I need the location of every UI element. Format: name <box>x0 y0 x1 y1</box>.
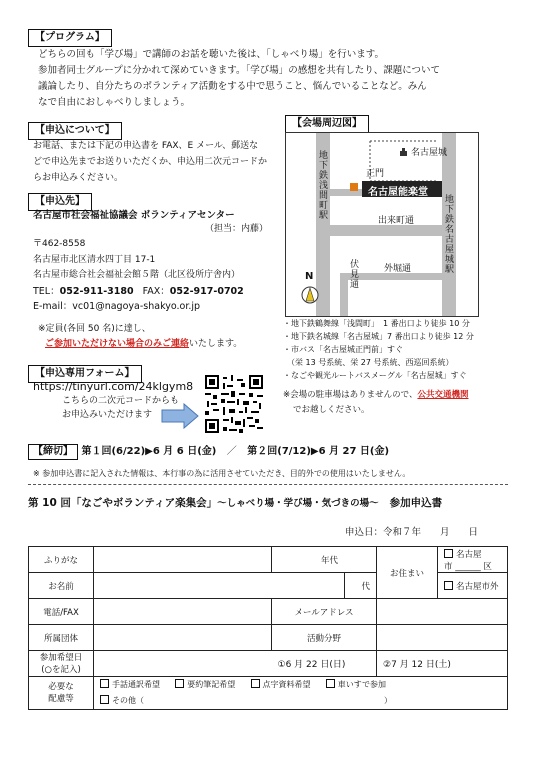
need-other[interactable] <box>100 696 144 705</box>
need-2-label: 要約筆記希望 <box>187 680 236 689</box>
pref-mark-1[interactable] <box>94 651 272 677</box>
contact-address-2: 名古屋市総合社会福祉会館５階（北区役所庁舎内） <box>33 270 241 280</box>
map-street-2: 外堀通 <box>384 264 412 274</box>
form-date: 申込日：令和７年 月 日 <box>345 527 479 538</box>
capacity-red: ご参加いただけない場合のみご連絡 <box>45 339 190 349</box>
form-heading <box>28 496 442 512</box>
res-opt2: 名古屋市外 <box>456 581 499 592</box>
arrow-right-icon <box>160 402 200 430</box>
map-left-station: 地下鉄浅間町駅 <box>319 151 329 221</box>
map-right-station: 地下鉄名古屋城駅 <box>445 195 455 275</box>
qr-code-icon[interactable] <box>205 375 263 433</box>
needs-label-1: 必要な <box>48 682 74 692</box>
pref-option-2[interactable] <box>377 651 508 677</box>
pref-option-1: ①6 月 22 日(日) <box>272 651 377 677</box>
form-heading-main: 第 10 回「なごやボランティア楽集会」 <box>28 497 218 509</box>
parking-note-2: でお越しください。 <box>293 405 370 415</box>
capacity-note: ※定員(各回 50 名)に達し、 <box>38 324 151 334</box>
needs-label-2: 配慮等 <box>48 694 74 704</box>
apply-line-3: らお申込みください。 <box>33 173 124 183</box>
pref-label-2: (○を記入) <box>41 664 81 675</box>
phone-field[interactable] <box>94 599 272 625</box>
checkbox-icon[interactable] <box>100 679 109 688</box>
needs-label <box>29 677 94 710</box>
program-line-3: 議論したり、自分たちのボランティア活動をする中で思うこと、悩んでいることなど。みん <box>38 81 427 92</box>
need-3[interactable] <box>251 680 311 689</box>
name-field[interactable] <box>94 573 345 599</box>
need-1[interactable] <box>100 680 160 689</box>
field-field[interactable] <box>377 625 508 651</box>
tel-number: 052-911-3180 <box>59 286 134 297</box>
fax-number: 052-917-0702 <box>169 286 244 297</box>
checkbox-icon[interactable] <box>251 679 260 688</box>
deadline-2: 第２回(7/12)▶6 月 27 日(金) <box>247 446 390 457</box>
cut-line <box>28 484 508 485</box>
access-line-2: ・地下鉄名城線「名古屋城」7 番出口より徒歩 12 分 <box>283 332 474 341</box>
need-1-label: 手話通訳希望 <box>112 680 160 689</box>
access-line-5: ・なごや観光ルートバスメーグル「名古屋城」すぐ <box>283 371 467 380</box>
org-field[interactable] <box>94 625 272 651</box>
res-opt1: 名古屋市 <box>444 549 482 572</box>
program-line-1: どちらの回も「学び場」で講師のお話を聴いた後は、「しゃべり場」を行います。 <box>38 49 384 60</box>
online-form-url[interactable]: https://tinyurl.com/24klgym8 <box>33 380 194 393</box>
apply-line-1: お電話、または下記の申込書を FAX、E メール、郵送な <box>33 141 259 151</box>
form-subheading: ～しゃべり場・学び場・気づきの場～ <box>217 498 379 509</box>
contact-email[interactable]: E-mail：vc01@nagoya-shakyo.or.jp <box>33 301 201 312</box>
residence-label: お住まい <box>377 547 438 599</box>
deadline <box>28 444 389 460</box>
phone-label: 電話/FAX <box>29 599 94 625</box>
access-line-4: （栄 13 号系統、栄 27 号系統、西巡回系統） <box>283 358 454 367</box>
res-opt1-suffix: 区 <box>483 561 492 572</box>
email-label: メールアドレス <box>272 599 377 625</box>
contact-tel-fax <box>33 284 244 300</box>
fax-label: FAX： <box>142 286 170 297</box>
area-map <box>285 132 479 317</box>
capacity-note-2 <box>45 337 242 353</box>
online-form-note-1: こちらの二次元コードからも <box>62 396 180 406</box>
deadline-divider: ／ <box>226 446 237 457</box>
needs-options <box>94 677 508 710</box>
contact-zip: 〒462-8558 <box>33 239 86 249</box>
age-label: 年代 <box>272 547 345 573</box>
age-suffix: 代 <box>344 573 377 599</box>
apply-line-2: どで申込先までお送りいただくか、申込用二次元コードか <box>33 157 268 167</box>
map-street-1: 出来町通 <box>378 216 415 226</box>
need-4-label: 車いすで参加 <box>337 680 387 689</box>
map-street-3: 伏見通 <box>350 260 360 290</box>
checkbox-icon[interactable] <box>444 549 453 558</box>
map-gate-label: 正門 <box>366 169 385 179</box>
contact-person: （担当：内藤） <box>205 224 269 234</box>
online-form-title: 【申込専用フォーム】 <box>28 365 142 383</box>
need-2[interactable] <box>175 680 235 689</box>
field-label: 活動分野 <box>272 625 377 651</box>
map-castle-label: 名古屋城 <box>411 148 448 158</box>
name-label: お名前 <box>29 573 94 599</box>
need-other-end: ） <box>384 696 392 705</box>
privacy-note: ※ 参加申込書に記入された情報は、本行事の為に活用させていただき、目的外での使用はいたしません。 <box>33 469 411 478</box>
checkbox-icon[interactable] <box>444 581 453 590</box>
access-line-1: ・地下鉄鶴舞線「浅間町」 1 番出口より徒歩 10 分 <box>283 319 470 328</box>
online-form-note-2: お申込みいただけます <box>62 410 153 420</box>
contact-title: 【申込先】 <box>28 193 92 211</box>
parking-note <box>283 388 468 404</box>
deadline-1: 第１回(6/22)▶6 月 6 日(金) <box>81 446 217 457</box>
map-north-label: N <box>305 271 314 282</box>
access-line-3: ・市バス「名古屋城正門前」すぐ <box>283 345 403 354</box>
checkbox-icon[interactable] <box>175 679 184 688</box>
furigana-field[interactable] <box>94 547 272 573</box>
org-label: 所属団体 <box>29 625 94 651</box>
map-title: 【会場周辺図】 <box>285 115 369 133</box>
age-field[interactable] <box>344 547 377 573</box>
residence-opt-1[interactable]: 名古屋市 ______ 区 <box>438 547 508 573</box>
need-4[interactable] <box>326 680 386 689</box>
capacity-end: いたします。 <box>189 339 243 349</box>
program-title: 【プログラム】 <box>28 29 112 47</box>
pref-label-1: 参加希望日 <box>39 652 83 663</box>
form-heading-end: 参加申込書 <box>389 497 443 509</box>
checkbox-icon[interactable] <box>326 679 335 688</box>
email-field[interactable] <box>377 599 508 625</box>
need-other-label: その他（ <box>112 696 144 705</box>
program-line-2: 参加者同士グループに分かれて深めていきます。「学び場」の感想を共有したり、課題について <box>38 65 441 76</box>
deadline-label: 【締切】 <box>28 444 78 460</box>
pref-opt2: ②7 月 12 日(土) <box>383 660 451 670</box>
parking-1: ※会場の駐車場はありませんので、 <box>283 390 418 400</box>
contact-org: 名古屋市社会福祉協議会 ボランティアセンター <box>33 210 235 221</box>
apply-title: 【申込について】 <box>28 122 122 140</box>
contact-address-1: 名古屋市北区清水四丁目 17-1 <box>33 255 156 265</box>
pref-label <box>29 651 94 677</box>
checkbox-icon[interactable] <box>100 695 109 704</box>
need-3-label: 点字資料希望 <box>262 680 311 689</box>
program-line-4: なで自由におしゃべりしましょう。 <box>38 97 191 108</box>
application-form <box>28 546 508 710</box>
map-venue-label: 名古屋能楽堂 <box>368 187 428 198</box>
furigana-label: ふりがな <box>29 547 94 573</box>
tel-label: TEL： <box>33 286 60 297</box>
residence-opt-2[interactable] <box>438 573 508 599</box>
parking-red: 公共交通機関 <box>417 390 469 400</box>
